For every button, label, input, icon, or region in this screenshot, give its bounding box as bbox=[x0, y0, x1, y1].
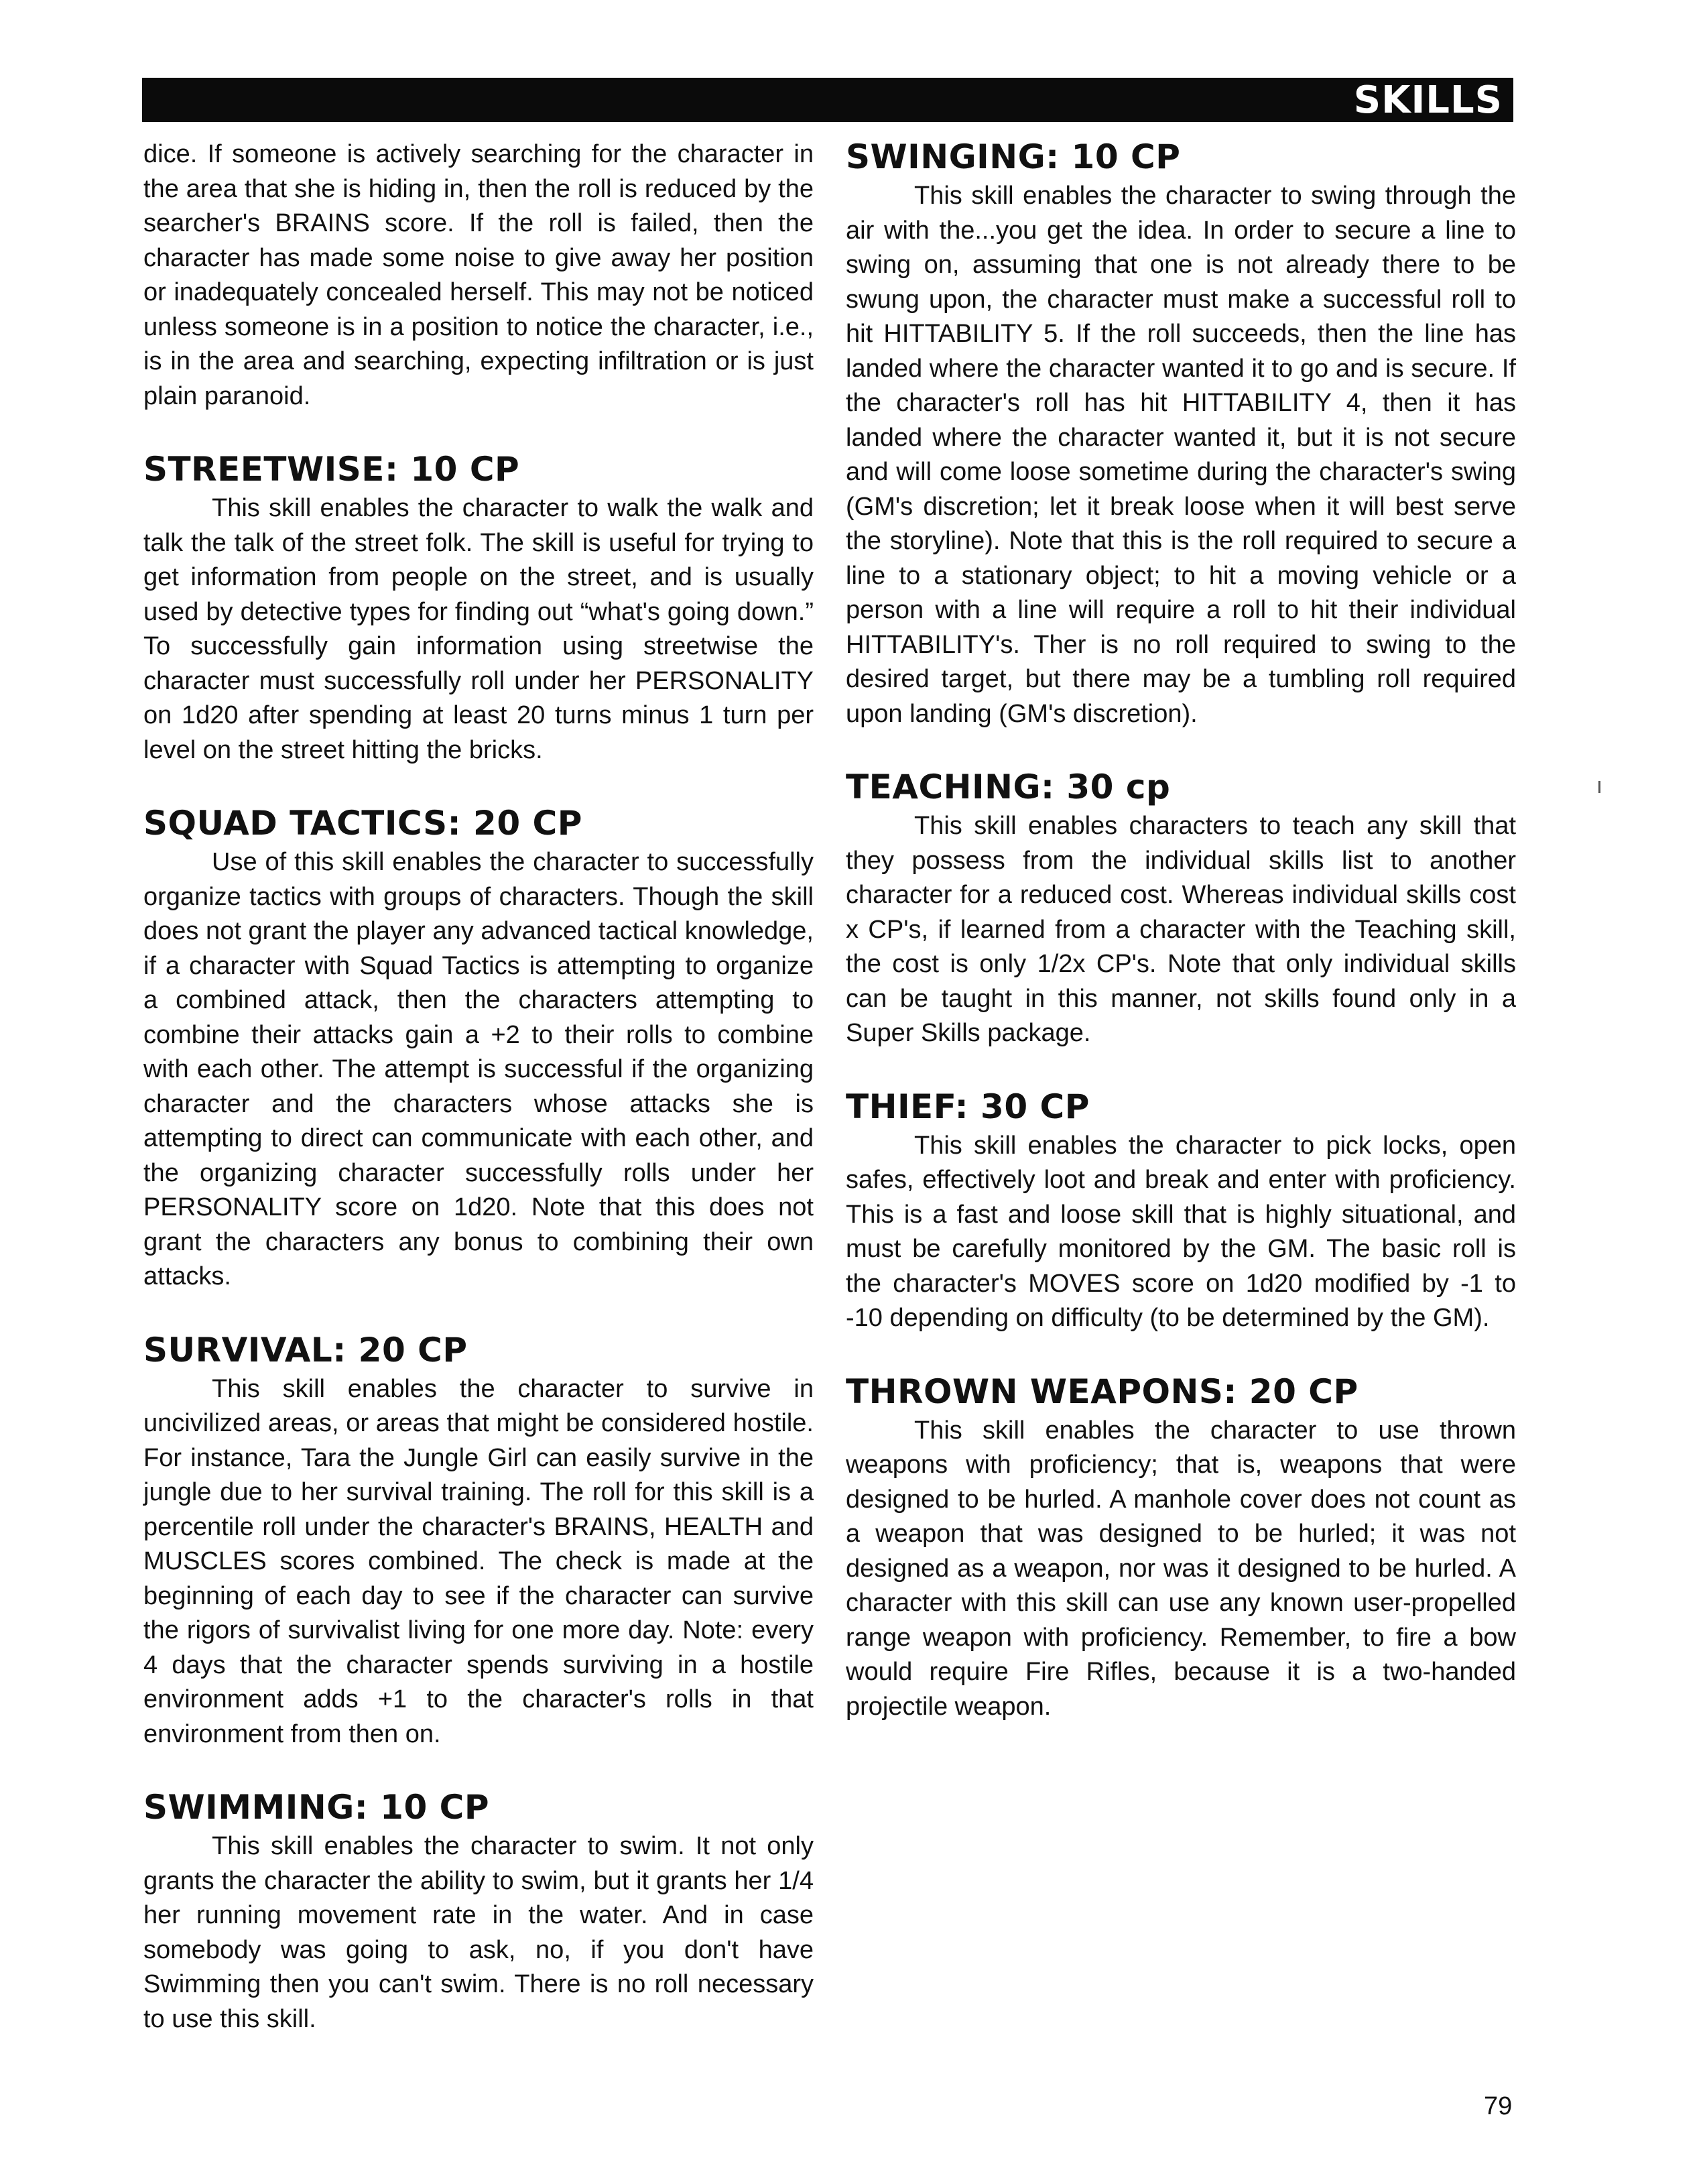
skill-thrown-weapons bbox=[846, 1372, 1516, 1725]
skill-swinging bbox=[846, 137, 1516, 731]
skill-streetwise bbox=[143, 450, 814, 768]
skill-description: This skill enables the character to use thrown weapons with proficiency; that is, weapons that were designed to be hurled. A manhole cover does not count as a weapon that was designed to be hurled; it was not designed as a weapon, nor was it designed to be hurled. A character with this skill can use any known user-propelled range weapon with proficiency. Remember, to fire a bow would require Fire Rifles, because it is a two-handed projectile weapon. bbox=[846, 1416, 1516, 1721]
skill-description: This skill enables the character to survive in uncivilized areas, or areas that might be considered hostile. For instance, Tara the Jungle Girl can easily survive in the jungle due to her survival training. The roll for this skill is a percentile roll under the character's BRAINS, HEALTH and MUSCLES scores combined. The check is made at the beginning of each day to see if the character can survive the rigors of survivalist living for one more day. Note: every 4 days that the character spends surviving in a hostile environment adds +1 to the character's rolls in that environment from then on. bbox=[143, 1374, 814, 1748]
scan-speck bbox=[1598, 781, 1600, 793]
intro-paragraph: dice. If someone is actively searching for the character in the area that she is hiding in, then the roll is reduced by the searcher's BRAINS score. If the roll is failed, then the character has made some noise to give away her position or inadequately concealed herself. This may not be noticed unless someone is in a position to notice the character, i.e., is in the area and searching, expecting infiltration or is just plain paranoid. bbox=[143, 140, 814, 410]
skill-heading: SQUAD TACTICS: 20 CP bbox=[143, 804, 582, 843]
skill-description: This skill enables characters to teach any skill that they possess from the individual skills list to another character for a reduced cost. Whereas individual skills cost x CP's, if learned from a character with the Teaching skill, the cost is only 1/2x CP's. Note that only individual skills can be taught in this manner, not skills found only in a Super Skills package. bbox=[846, 812, 1516, 1047]
skill-heading: THIEF: 30 CP bbox=[846, 1087, 1090, 1126]
skill-description: This skill enables the character to swing through the air with the...you get the idea. In order to secure a line to swing on, assuming that one is not already there to be swung upon, the character must make a successful roll to hit HITTABILITY 5. If the roll succeeds, then the line has landed where the character wanted it to go and is secure. If the character's roll has hit HITTABILITY 4, then it has landed where the character wanted it, but it is not secure and will come loose sometime during the character's swing (GM's discretion; let it break loose when it will best serve the storyline). Note that this is the roll required to secure a line to a stationary object; to hit a moving vehicle or a person with a line will require a roll to hit their individual HITTABILITY's. Ther is no roll required to swing to the desired target, but there may be a tumbling roll required upon landing (GM's discretion). bbox=[846, 182, 1516, 728]
skill-squad-tactics bbox=[143, 804, 814, 1294]
skill-heading: SWIMMING: 10 CP bbox=[143, 1788, 489, 1827]
section-title: SKILLS bbox=[1353, 78, 1503, 122]
skill-heading: SWINGING: 10 CP bbox=[846, 137, 1181, 176]
right-column bbox=[846, 137, 1516, 1724]
left-column bbox=[143, 137, 814, 2037]
skill-description: This skill enables the character to walk the walk and talk the talk of the street folk. The skill is useful for trying to get information from people on the street, and is usually used by detective types for finding out “what's going down.” To successfully gain information using streetwise the character must successfully roll under her PERSONALITY on 1d20 after spending at least 20 turns minus 1 turn per level on the street hitting the bricks. bbox=[143, 494, 814, 764]
skill-description: This skill enables the character to pick locks, open safes, effectively loot and break and enter with proficiency. This is a fast and loose skill that is highly situational, and must be carefully monitored by the GM. The basic roll is the character's MOVES score on 1d20 modified by -1 to -10 depending on difficulty (to be determined by the GM). bbox=[846, 1131, 1516, 1332]
skill-heading: SURVIVAL: 20 CP bbox=[143, 1330, 468, 1370]
skill-teaching bbox=[846, 768, 1516, 1051]
skill-description: Use of this skill enables the character to successfully organize tactics with groups of characters. Though the skill does not grant the player any advanced tactical knowledge, if a character with Squad Tactics is attempting to organize a combined attack, then the characters attempting to combine their attacks gain a +2 to their rolls to combine with each other. The attempt is successful if the organizing character and the characters whose attacks she is attempting to direct can communicate with each other, and the organizing character successfully rolls under her PERSONALITY score on 1d20. Note that this does not grant the characters any bonus to combining their own attacks. bbox=[143, 848, 814, 1290]
skill-heading: STREETWISE: 10 CP bbox=[143, 450, 520, 489]
skill-heading: TEACHING: 30 cp bbox=[846, 768, 1171, 806]
skill-description: This skill enables the character to swim. It not only grants the character the ability to swim, but it grants her 1/4 her running movement rate in the water. And in case somebody was going to ask, no, if you don't have Swimming then you can't swim. There is no roll necessary to use this skill. bbox=[143, 1832, 814, 2033]
section-header-bar bbox=[142, 78, 1513, 122]
skill-thief bbox=[846, 1087, 1516, 1336]
skill-swimming bbox=[143, 1788, 814, 2037]
skill-heading: THROWN WEAPONS: 20 CP bbox=[846, 1372, 1359, 1411]
page-number: 79 bbox=[1484, 2092, 1513, 2120]
skill-survival bbox=[143, 1331, 814, 1752]
